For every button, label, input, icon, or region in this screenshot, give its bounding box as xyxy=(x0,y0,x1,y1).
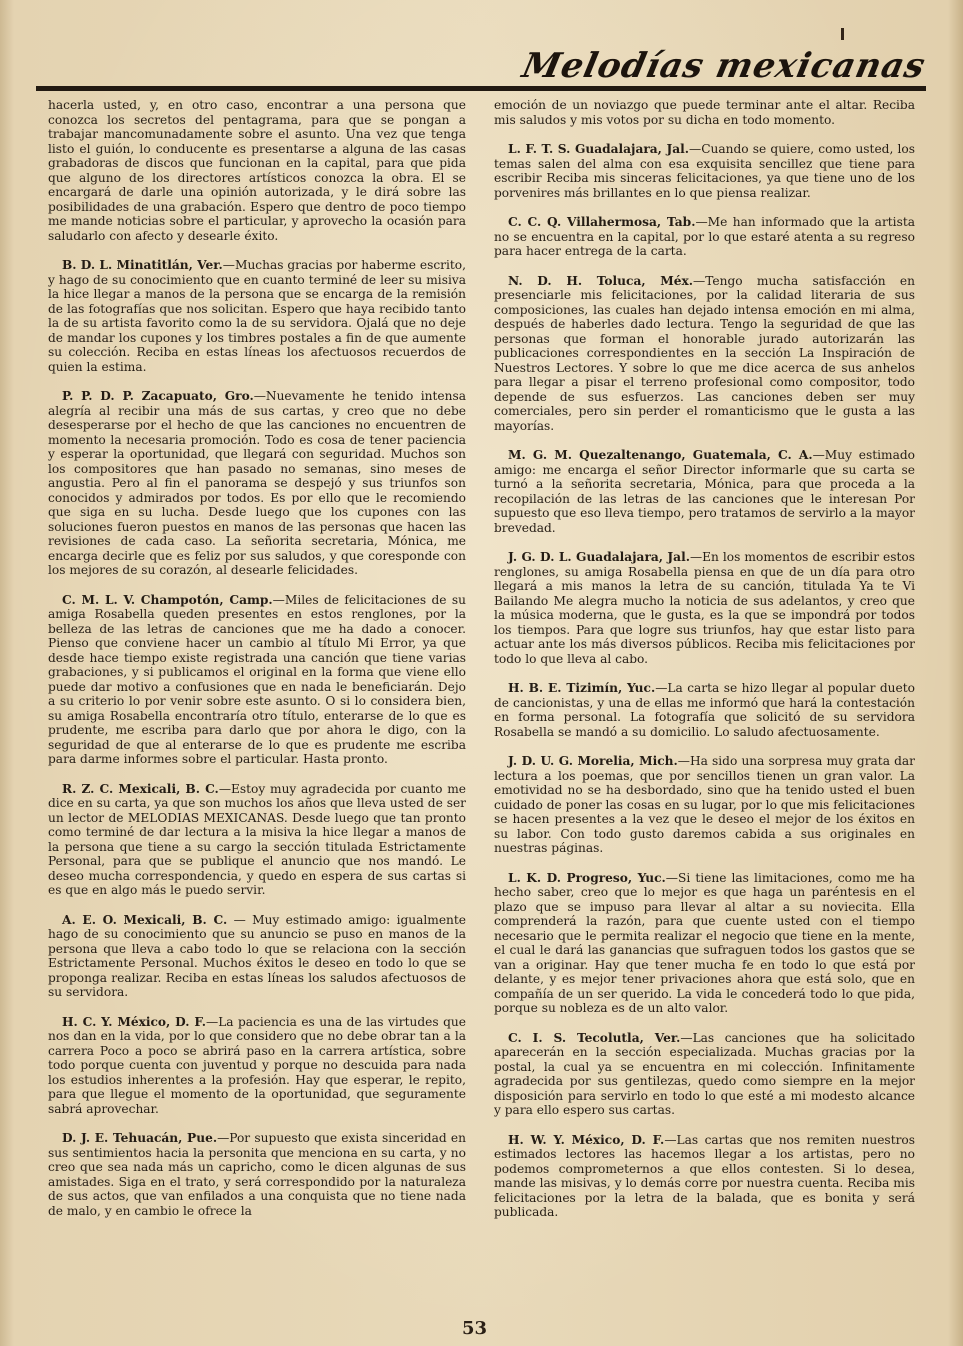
letter-text: —Las canciones que ha solicitado aparecerán en la sección especializada. Muchas gracias por la postal, la cual ya se encuentra en mi colección. Infinitamente agradecida por sus gentilezas, quedo como siempre en la mejor disposición para servirlo en todo lo que esté a mi modesto alcance y para ello espero sus cartas. xyxy=(494,1030,915,1117)
header-mark xyxy=(841,28,844,40)
letter-entry xyxy=(48,913,466,1000)
letter-text: —Las cartas que nos remiten nuestros estimados lectores las hacemos llegar a los artistas, pero no podemos comprometernos a que ellos contesten. Si lo desea, mande las misivas, y lo demás corre por nuestra cuenta. Reciba mis felicitaciones por la letra de la balada, que es bonita y será publicada. xyxy=(494,1132,915,1219)
letter-sender: M. G. M. Quezaltenango, Guatemala, C. A. xyxy=(508,448,813,462)
letter-entry xyxy=(48,389,466,578)
letter-entry xyxy=(494,215,915,259)
letter-sender: B. D. L. Minatitlán, Ver. xyxy=(62,258,223,272)
right-column xyxy=(494,98,915,1303)
letter-sender: R. Z. C. Mexicali, B. C. xyxy=(62,781,219,796)
letter-entry xyxy=(494,754,915,856)
letter-entry xyxy=(48,1131,466,1218)
letter-text: —Nuevamente he tenido intensa alegría al recibir una más de sus cartas, y creo que no debe desesperarse por el hecho de que las canciones no encuentren de momento la necesaria promoción. Todo es cosa de tener paciencia y esperar la oportunidad, que llegará con seguridad. Muchos son los compositores que han pasado no semanas, sino meses de angustia. Pero al fin el panorama se despejó y sus triunfos son conocidos y admirados por todos. Es por ello que le recomiendo que siga en su lucha. Desde luego que los cupones con las soluciones fueron puestos en manos de las personas que hacen las revisiones de cada caso. La señorita secretaria, Mónica, me encarga decirle que es feliz por sus saludos, y que coresponde con los mejores de su corazón, al desearle felicidades. xyxy=(48,389,466,577)
letter-text: —Cuando se quiere, como usted, los temas salen del alma con esa exquisita sencillez que tiene para escribir Reciba mis sinceras felicitaciones, ya que tiene uno de los porvenires más brillantes en lo que piensa realizar. xyxy=(494,142,915,200)
letter-text: —La carta se hizo llegar al popular dueto de cancionistas, y una de ellas me informó que hará la contestación en forma personal. La fotografía que solicitó de su servidora Rosabella se mandó a su domicilio. Lo saludo afectuosamente. xyxy=(494,681,915,739)
letter-text: —Muchas gracias por haberme escrito, y hago de su conocimiento que en cuanto terminé de leer su misiva la hice llegar a manos de la persona que se encarga de la remisión de las fotografías que nos solicitan. Espero que haya recibido tanto la de su artista favorito como la de su servidora. Ojalá que no deje de mandar los cupones y los timbres postales a fin de que aumente su colección. Reciba en estas líneas los afectuosos recuerdos de quien la estima. xyxy=(48,258,466,374)
letter-entry xyxy=(494,448,915,535)
letter-entry xyxy=(48,593,466,767)
letter-text: —Me han informado que la artista no se encuentra en la capital, por lo que estaré atenta a su regreso para hacer entrega de la carta. xyxy=(494,215,915,258)
letter-sender: H. C. Y. México, D. F. xyxy=(62,1014,206,1029)
continued-paragraph: emoción de un noviazgo que puede terminar ante el altar. Reciba mis saludos y mis votos por su dicha en todo momento. xyxy=(494,98,915,127)
continued-paragraph: hacerla usted, y, en otro caso, encontrar a una persona que conozca los secretos del pentagrama, para que se pongan a trabajar mancomunadamente sobre el asunto. Una vez que tenga listo el guión, lo conducente es presentarse a alguna de las casas grabadoras de discos que funcionan en la capital, para que pida que alguno de los directores artísticos conozca la obra. El se encargará de darle una opinión autorizada, y le dirá sobre las posibilidades de una grabación. Espero que dentro de poco tiempo me mande noticias sobre el particular, y aprovecho la ocasión para saludarlo con afecto y desearle éxito. xyxy=(48,98,466,243)
letter-sender: H. W. Y. México, D. F. xyxy=(508,1132,665,1147)
letter-entry xyxy=(494,1133,915,1220)
letter-entry xyxy=(48,258,466,374)
letter-sender: H. B. E. Tizimín, Yuc. xyxy=(508,681,656,695)
letter-entry xyxy=(494,871,915,1016)
letter-sender: J. D. U. G. Morelia, Mich. xyxy=(508,754,678,768)
letter-sender: L. K. D. Progreso, Yuc. xyxy=(508,870,666,885)
letter-entry xyxy=(48,782,466,898)
letter-sender: C. M. L. V. Champotón, Camp. xyxy=(62,592,273,607)
letter-text: —Tengo mucha satisfacción en presenciarle mis felicitaciones, por la calidad literaria de sus composiciones, las cuales han dejado intensa emoción en mi alma, después de haberles dado lectura. Tengo la seguridad de que las personas que forman el honorable jurado autorizarán las publicaciones correspondientes en la sección La Inspiración de Nuestros Lectores. Y sobre lo que me dice acerca de sus anhelos para llegar a pisar el terreno profesional como compositor, todo depende de sus esfuerzos. Las canciones deben ser muy comerciales, pero sin perder el romanticismo que le gusta a las mayorías. xyxy=(494,273,915,433)
letter-text: —Ha sido una sorpresa muy grata dar lectura a los poemas, que por sencillos tienen un gran valor. La emotividad no se ha desbordado, sino que ha tenido usted el buen cuidado de poner las cosas en su lugar, por lo que mis felicitaciones se hacen presentes a la vez que le deseo el mejor de los éxitos en su labor. Con todo gusto daremos cabida a sus originales en nuestras páginas. xyxy=(494,754,915,855)
letter-entry xyxy=(48,1015,466,1117)
letter-sender: J. G. D. L. Guadalajara, Jal. xyxy=(508,550,690,564)
letter-text: —Miles de felicitaciones de su amiga Rosabella queden presentes en estos renglones, por la belleza de las letras de canciones que me ha dado a conocer. Pienso que conviene hacer un cambio al título Mi Error, ya que desde hace tiempo existe registrada una canción que tiene varias grabaciones, y si publicamos el original en la forma que viene ello puede dar motivo a confusiones que en nada le beneficiarán. Dejo a su criterio lo por venir sobre este asunto. O si lo considera bien, su amiga Rosabella encontraría otro título, enterarse de lo que es prudente, me escriba para darlo que por ahora le digo, con la seguridad de que al enterarse de lo que es prudente me escriba para darme informes sobre el particular. Hasta pronto. xyxy=(48,592,466,766)
header-rule xyxy=(36,86,926,91)
letter-sender: A. E. O. Mexicali, B. C. xyxy=(62,912,228,927)
letter-text: —Estoy muy agradecida por cuanto me dice en su carta, ya que son muchos los años que lleva usted de ser un lector de MELODIAS MEXICANAS. Desde luego que tan pronto como terminé de dar lectura a la misiva la hice llegar a manos de la persona que tiene a su cargo la sección titulada Estrictamente Personal, para que se publique el anuncio que nos mandó. Le deseo mucha correspondencia, y quedo en espera de sus cartas si es que en algo más le puedo servir. xyxy=(48,781,466,897)
letter-sender: D. J. E. Tehuacán, Pue. xyxy=(62,1131,218,1145)
page-header xyxy=(0,28,963,100)
letter-text: —Muy estimado amigo: me encarga el señor Director informarle que su carta se turnó a la señorita secretaria, Mónica, para que proceda a la recopilación de las letras de las canciones que le interesan Por supuesto que eso lleva tiempo, pero tratamos de servirlo a la mayor brevedad. xyxy=(494,448,915,535)
letter-entry xyxy=(494,142,915,200)
section-title: Melodías mexicanas xyxy=(518,46,930,86)
letter-sender: N. D. H. Toluca, Méx. xyxy=(508,273,694,288)
letter-text: —Por supuesto que exista sinceridad en sus sentimientos hacia la personita que menciona en su carta, y no creo que sea nada más un capricho, como le dicen algunas de sus amistades. Siga en el trato, y será correspondido por la naturaleza de sus actos, que van enfilados a una conquista que no tiene nada de malo, y en cambio le ofrece la xyxy=(48,1131,466,1218)
letter-text: —En los momentos de escribir estos renglones, su amiga Rosabella piensa en que de un día para otro llegará a mis manos la letra de su canción, titulada Ya te Vi Bailando Me alegra mucho la noticia de sus adelantos, y creo que la música moderna, que le gusta, es la que se impondrá por todos los tiempos. Para que logre sus triunfos, hay que estar listo para actuar ante los más diversos públicos. Reciba mis felicitaciones por todo lo que lleva al cabo. xyxy=(494,550,915,666)
letter-entry xyxy=(494,550,915,666)
letter-sender: C. C. Q. Villahermosa, Tab. xyxy=(508,215,696,229)
letter-entry xyxy=(494,1031,915,1118)
letter-sender: L. F. T. S. Guadalajara, Jal. xyxy=(508,142,689,156)
letter-text: —Si tiene las limitaciones, como me ha hecho saber, creo que lo mejor es que haga un paréntesis en el plazo que se impuso para llevar al altar a su noviecita. Ella comprenderá la razón, para que cuente usted con el tiempo necesario que le permita realizar el negocio que tiene en la mente, el cual le dará las ganancias que sufraguen todos los gastos que se van a originar. Hay que tener mucha fe en todo lo que está por delante, y es mejor tener privaciones ahora que está solo, que en compañía de un ser querido. La vida le concederá todo lo que pida, porque su nobleza es de un alto valor. xyxy=(494,870,915,1015)
page-number: 53 xyxy=(462,1318,488,1339)
letter-entry xyxy=(494,681,915,739)
letter-entry xyxy=(494,274,915,434)
letter-sender: C. I. S. Tecolutla, Ver. xyxy=(508,1030,681,1045)
letter-text: —La paciencia es una de las virtudes que nos dan en la vida, por lo que considero que no debe obrar tan a la carrera Poco a poco se abrirá paso en la carrera artística, sobre todo porque cuenta con juventud y porque no descuida para nada los estudios inherentes a la profesión. Hay que esperar, le repito, para que llegue el momento de la oportunidad, que seguramente sabrá aprovechar. xyxy=(48,1014,466,1116)
left-column xyxy=(48,98,466,1303)
letter-sender: P. P. D. P. Zacapuato, Gro. xyxy=(62,389,254,403)
letter-text: — Muy estimado amigo: igualmente hago de su conocimiento que su anuncio se puso en manos de la persona que lleva a cabo todo lo que se relaciona con la sección Estrictamente Personal. Muchos éxitos le deseo en todo lo que se proponga realizar. Reciba en estas líneas los saludos afectuosos de su servidora. xyxy=(48,912,466,999)
